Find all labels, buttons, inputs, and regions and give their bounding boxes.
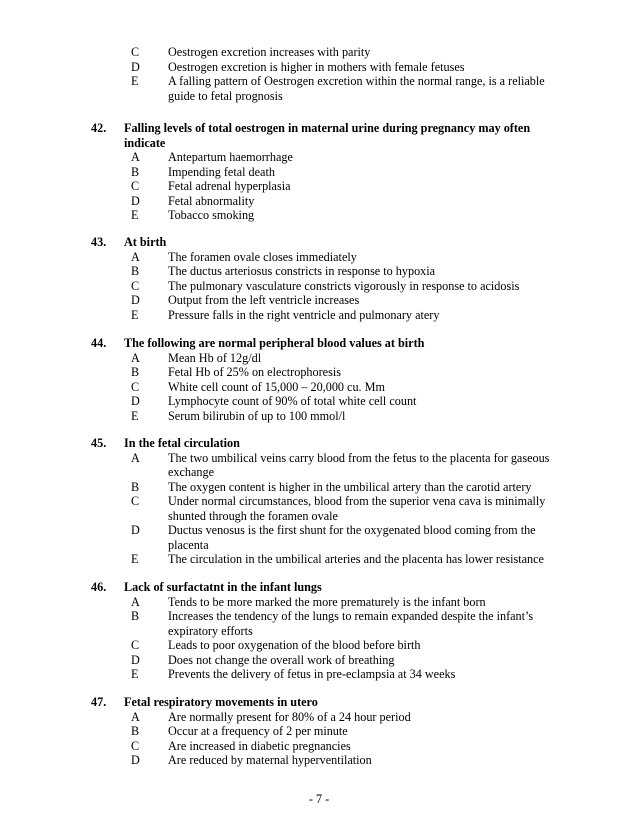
option-text: Tobacco smoking xyxy=(168,208,255,222)
option-letter: A xyxy=(131,150,140,164)
option-row xyxy=(91,523,571,552)
option-row xyxy=(91,45,571,60)
option-text: A falling pattern of Oestrogen excretion within the normal range, is a reliable guide to fetal prognosis xyxy=(168,74,545,103)
option-text: Pressure falls in the right ventricle and pulmonary atery xyxy=(168,307,440,322)
option-row xyxy=(91,179,571,194)
option-text: Ductus venosus is the first shunt for the oxygenated blood coming from the placenta xyxy=(168,523,536,552)
option-row xyxy=(91,667,571,682)
option-text: Leads to poor oxygenation of the blood before birth xyxy=(168,638,421,652)
option-text: The foramen ovale closes immediately xyxy=(168,249,357,264)
option-row xyxy=(91,351,571,366)
question-heading xyxy=(91,235,571,250)
option-text: Fetal adrenal hyperplasia xyxy=(168,179,291,193)
option-row xyxy=(91,595,571,610)
option-row xyxy=(91,264,571,279)
question-number: 45. xyxy=(91,436,107,450)
option-letter: B xyxy=(131,479,140,494)
question-number: 46. xyxy=(91,580,107,594)
option-row xyxy=(91,394,571,409)
question-stem: In the fetal circulation xyxy=(124,436,240,450)
option-text: Oestrogen excretion is higher in mothers with female fetuses xyxy=(168,59,465,74)
option-letter: E xyxy=(131,408,139,423)
question-heading xyxy=(91,695,571,710)
option-text: Are increased in diabetic pregnancies xyxy=(168,738,351,753)
option-letter: B xyxy=(131,164,140,179)
question-43 xyxy=(91,235,571,322)
option-text: Increases the tendency of the lungs to remain expanded despite the infant’s expiratory efforts xyxy=(168,609,534,638)
option-letter: D xyxy=(131,293,140,307)
option-row xyxy=(91,724,571,739)
option-letter: A xyxy=(131,709,140,724)
option-row xyxy=(91,194,571,209)
option-text: Mean Hb of 12g/dl xyxy=(168,350,262,365)
option-row xyxy=(91,653,571,668)
option-letter: D xyxy=(131,523,140,537)
option-row xyxy=(91,552,571,567)
option-letter: A xyxy=(131,249,140,264)
option-row xyxy=(91,308,571,323)
option-row xyxy=(91,60,571,75)
question-stem: Fetal respiratory movements in utero xyxy=(124,695,318,709)
option-row xyxy=(91,279,571,294)
option-letter: D xyxy=(131,193,140,208)
option-letter: E xyxy=(131,307,139,322)
option-text: The oxygen content is higher in the umbilical artery than the carotid artery xyxy=(168,479,532,494)
option-text: Impending fetal death xyxy=(168,164,275,179)
option-letter: C xyxy=(131,278,140,293)
option-row xyxy=(91,409,571,424)
option-text: The circulation in the umbilical arteries and the placenta has lower resistance xyxy=(168,552,544,566)
question-46 xyxy=(91,580,571,682)
question-42 xyxy=(91,121,571,223)
question-heading xyxy=(91,580,571,595)
question-45 xyxy=(91,436,571,567)
option-text: Lymphocyte count of 90% of total white cell count xyxy=(168,394,417,408)
option-letter: B xyxy=(131,724,140,738)
question-heading xyxy=(91,121,571,150)
option-row xyxy=(91,380,571,395)
question-stem: Falling levels of total oestrogen in maternal urine during pregnancy may often indicate xyxy=(124,121,531,150)
option-text: Are reduced by maternal hyperventilation xyxy=(168,753,372,767)
option-text: Tends to be more marked the more prematurely is the infant born xyxy=(168,594,486,609)
option-letter: E xyxy=(131,208,139,222)
option-letter: D xyxy=(131,59,140,74)
question-heading xyxy=(91,336,571,351)
question-number: 42. xyxy=(91,121,107,135)
continued-question xyxy=(91,45,571,103)
option-row xyxy=(91,365,571,380)
question-number: 47. xyxy=(91,695,107,709)
question-number: 44. xyxy=(91,336,107,350)
option-row xyxy=(91,250,571,265)
option-row xyxy=(91,710,571,725)
option-row xyxy=(91,494,571,523)
option-text: Under normal circumstances, blood from the superior vena cava is minimally shunted through the foramen ovale xyxy=(168,494,546,523)
question-stem: At birth xyxy=(124,235,167,249)
option-text: The pulmonary vasculature constricts vigorously in response to acidosis xyxy=(168,278,520,293)
option-letter: A xyxy=(131,350,140,365)
option-text: Fetal Hb of 25% on electrophoresis xyxy=(168,365,341,379)
option-row xyxy=(91,165,571,180)
option-letter: C xyxy=(131,45,140,59)
option-letter: B xyxy=(131,264,140,278)
option-row xyxy=(91,208,571,223)
option-text: White cell count of 15,000 – 20,000 cu. Mm xyxy=(168,379,385,394)
option-letter: B xyxy=(131,609,140,623)
option-letter: C xyxy=(131,179,140,193)
option-letter: D xyxy=(131,394,140,408)
option-letter: C xyxy=(131,494,140,508)
option-letter: C xyxy=(131,379,140,394)
option-text: The two umbilical veins carry blood from the fetus to the placenta for gaseous exchange xyxy=(168,450,550,479)
option-row xyxy=(91,638,571,653)
option-text: Fetal abnormality xyxy=(168,193,255,208)
option-row xyxy=(91,753,571,768)
question-44 xyxy=(91,336,571,423)
option-letter: B xyxy=(131,365,140,379)
option-letter: D xyxy=(131,753,140,767)
option-letter: E xyxy=(131,552,139,566)
option-row xyxy=(91,739,571,754)
option-row xyxy=(91,74,571,103)
option-row xyxy=(91,480,571,495)
option-text: Antepartum haemorrhage xyxy=(168,150,293,164)
option-row xyxy=(91,609,571,638)
option-row xyxy=(91,451,571,480)
question-stem: Lack of surfactatnt in the infant lungs xyxy=(124,580,322,594)
option-row xyxy=(91,293,571,308)
question-stem: The following are normal peripheral blood values at birth xyxy=(124,336,425,350)
option-text: Occur at a frequency of 2 per minute xyxy=(168,724,348,738)
option-text: The ductus arteriosus constricts in response to hypoxia xyxy=(168,264,436,278)
option-text: Are normally present for 80% of a 24 hour period xyxy=(168,709,411,724)
option-text: Prevents the delivery of fetus in pre-eclampsia at 34 weeks xyxy=(168,667,456,681)
question-heading xyxy=(91,436,571,451)
option-row xyxy=(91,150,571,165)
question-47 xyxy=(91,695,571,768)
option-text: Serum bilirubin of up to 100 mmol/l xyxy=(168,408,346,423)
page-number: - 7 - xyxy=(308,792,330,806)
option-text: Output from the left ventricle increases xyxy=(168,293,360,307)
option-letter: E xyxy=(131,667,139,681)
option-letter: A xyxy=(131,450,140,465)
question-number: 43. xyxy=(91,235,107,249)
option-letter: E xyxy=(131,74,139,88)
option-letter: A xyxy=(131,594,140,609)
option-text: Does not change the overall work of breathing xyxy=(168,652,395,667)
option-letter: C xyxy=(131,638,140,652)
option-text: Oestrogen excretion increases with parity xyxy=(168,45,371,59)
option-letter: D xyxy=(131,652,140,667)
option-letter: C xyxy=(131,738,140,753)
